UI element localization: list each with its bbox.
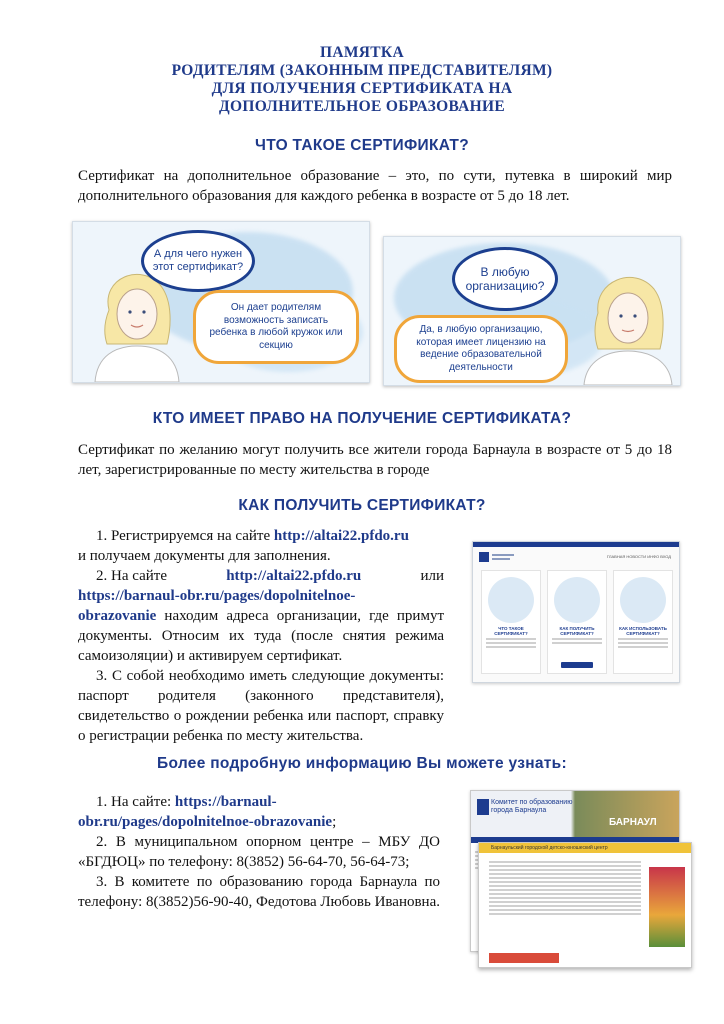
site-card: КАК ПОЛУЧИТЬ СЕРТИФИКАТ? [547,570,607,674]
how-step-2: 2. На сайте http://altai22.pfdo.ru или [96,568,444,584]
site-nav: ГЛАВНАЯ НОВОСТИ ИНФО ВХОД [606,554,671,559]
how-step-1: 1. Регистрируемся на сайте http://altai22.pfdo.ru [96,528,409,544]
how-step-2-cont: obrazovanie находим адреса организации, где примут документы. Относим их туда (после снятия режима самоизоляции) и активируем сертификат. [78,608,445,664]
info-item-3: 3. В комитете по образованию города Барнаула по телефону: 8(3852)56-90-40, Федотова Любовь Ивановна. [78,874,440,910]
question-bubble-1 [141,230,255,292]
question-text-1: А для чего нужен этот сертификат? [152,248,244,273]
title-line: ПАМЯТКА [320,44,404,61]
info-list: 1. На сайте: https://barnaul- obr.ru/pages/dopolnitelnoe-obrazovanie; 2. В муниципальном опорном центре – МБУ ДО «БГДЮЦ» по телефону: 8(3852) 56-64-70, 56-64-73; 3. В комитете по образованию города Барнаула по телефону: 8(3852)56-90-40, Федотова Любовь Ивановна. [78,794,440,910]
page-title [0,44,724,116]
barnaul-obr-link[interactable]: https://barnaul-obr.ru/pages/dopolnitelnoe- [78,588,356,604]
answer-text-1: Он дает родителям возможность записать ребенка в любой кружок или секцию [209,302,343,351]
barnaul-obr-link-end[interactable]: obrazovanie [78,608,157,624]
city-banner: БАРНАУЛ [609,817,657,828]
section-text-who: Сертификат по желанию могут получить все жители города Барнаула в возрасте от 5 до 18 лет, зарегистрированные по месту жительства в городе [78,442,672,478]
info-item-1: 1. На сайте: https://barnaul- [96,794,277,810]
center-name: Барнаульский городской детско-юношеский центр [479,843,691,853]
how-steps-list [78,526,444,666]
how-step-3-text: 3. С собой необходимо иметь следующие документы: паспорт родителя (законного представителя), свидетельство о рождении ребенка или паспорт, справку о регистрации ребенка по месту жительства. [78,668,444,744]
section-heading-what: ЧТО ТАКОЕ СЕРТИФИКАТ? [255,137,469,154]
info-link-cont[interactable]: obr.ru/pages/dopolnitelnoe-obrazovanie [78,814,333,830]
info-link[interactable]: https://barnaul- [174,794,277,810]
committee-name: Комитет по образованию города Барнаула [491,799,573,814]
girl-illustration-icon [576,263,680,385]
answer-bubble-2 [394,315,568,383]
pfdo-website-screenshot [472,541,680,683]
title-line: ДЛЯ ПОЛУЧЕНИЯ СЕРТИФИКАТА НА [211,80,513,97]
section-heading-how: КАК ПОЛУЧИТЬ СЕРТИФИКАТ? [238,497,486,514]
emblem-icon [477,799,489,815]
how-step-1-cont: и получаем документы для заполнения. [78,548,331,564]
answer-bubble-1 [193,290,359,364]
question-bubble-2 [452,247,558,311]
site-logo-icon [479,552,515,562]
site-card: ЧТО ТАКОЕ СЕРТИФИКАТ? [481,570,541,674]
title-line: РОДИТЕЛЯМ (ЗАКОННЫМ ПРЕДСТАВИТЕЛЯМ) [171,62,553,79]
pfdo-link[interactable]: http://altai22.pfdo.ru [273,528,409,544]
section-heading-info: Более подробную информацию Вы можете узнать: [157,755,567,772]
illustration-question-1 [72,221,370,383]
section-heading-who: КТО ИМЕЕТ ПРАВО НА ПОЛУЧЕНИЕ СЕРТИФИКАТА? [152,410,572,427]
question-text-2: В любую организацию? [465,265,545,293]
info-item-2: 2. В муниципальном опорном центре – МБУ ДО «БГДЮЦ» по телефону: 8(3852) 56-64-70, 56-64-73; [78,834,440,870]
pfdo-link-2[interactable]: http://altai22.pfdo.ru [226,568,362,584]
answer-text-2: Да, в любую организацию, которая имеет лицензию на ведение образовательной деятельности [416,324,546,373]
section-text-what: Сертификат на дополнительное образование – это, по сути, путевка в широкий мир дополнительного образования для каждого ребенка в возрасте от 5 до 18 лет. [78,168,672,204]
title-line: ДОПОЛНИТЕЛЬНОЕ ОБРАЗОВАНИЕ [219,98,505,115]
site-card: КАК ИСПОЛЬЗОВАТЬ СЕРТИФИКАТ? [613,570,673,674]
illustration-question-2 [383,236,681,386]
center-website-screenshot [478,842,692,968]
